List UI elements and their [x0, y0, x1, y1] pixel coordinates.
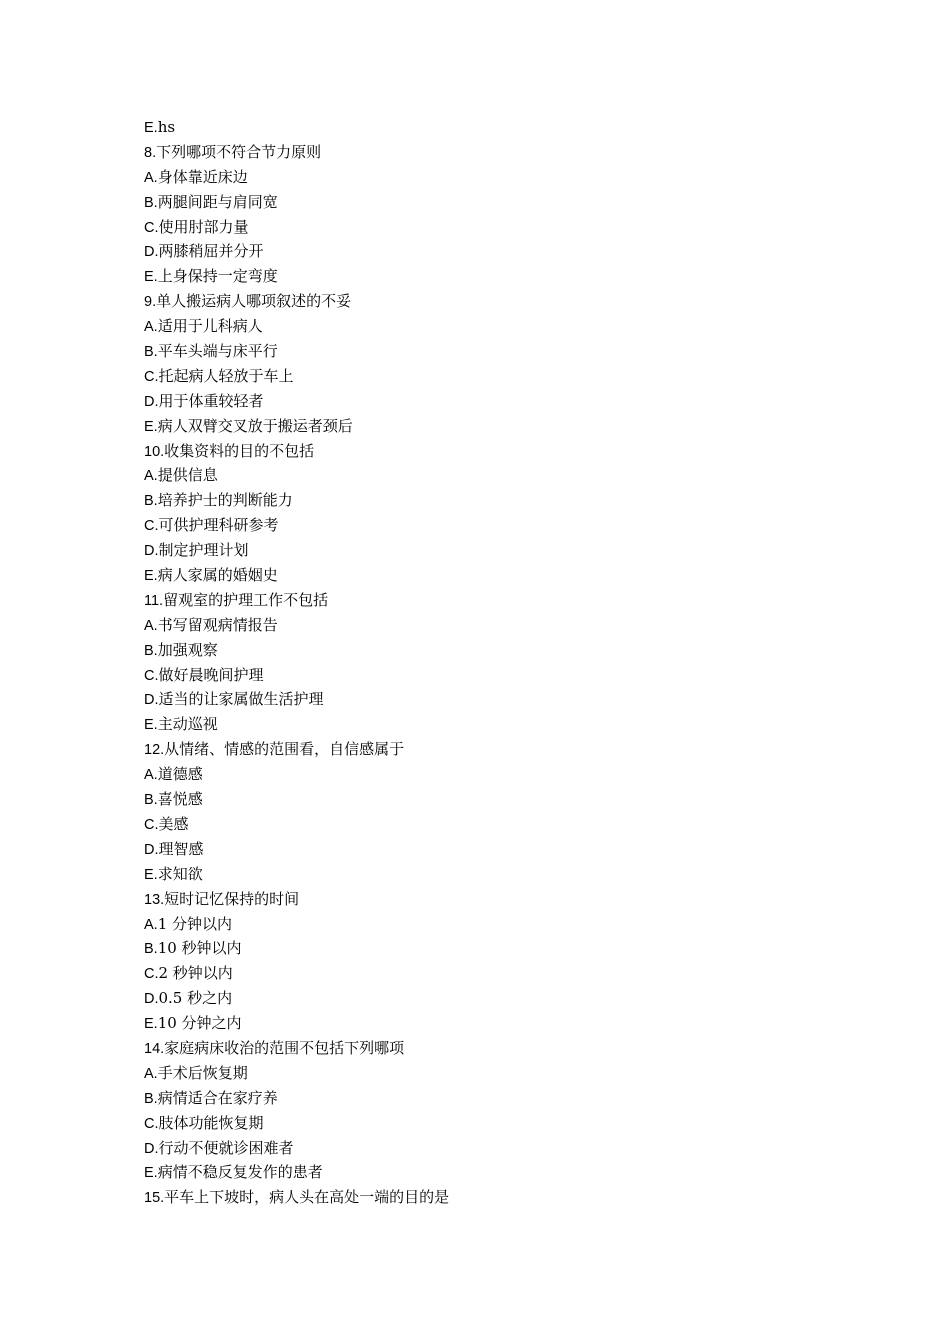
option-line	[144, 414, 824, 439]
option-text: 身体靠近床边	[157, 167, 248, 186]
option-letter: D.	[144, 543, 159, 560]
option-text: 1 分钟以内	[157, 914, 233, 933]
question-line	[144, 887, 824, 912]
option-text: 主动巡视	[157, 715, 218, 734]
option-line	[144, 1011, 824, 1036]
question-text: 单人搬运病人哪项叙述的不妥	[156, 292, 352, 311]
option-letter: A.	[144, 916, 158, 933]
question-line	[144, 737, 824, 762]
option-letter: E.	[144, 717, 158, 734]
question-line	[144, 140, 824, 165]
option-letter: E.	[144, 418, 158, 435]
option-line	[144, 1160, 824, 1185]
option-text: 理智感	[158, 839, 204, 858]
option-text: 手术后恢复期	[157, 1063, 248, 1082]
option-letter: D.	[144, 841, 159, 858]
option-text: 喜悦感	[157, 790, 203, 809]
option-letter: C.	[144, 368, 159, 385]
question-line	[144, 289, 824, 314]
question-text: 短时记忆保持的时间	[164, 889, 300, 908]
question-number: 9.	[144, 294, 157, 311]
option-text: 行动不便就诊困难者	[158, 1138, 294, 1157]
option-letter: C.	[144, 966, 159, 983]
option-letter: B.	[144, 792, 158, 809]
option-text: 病情适合在家疗养	[157, 1088, 278, 1107]
question-number: 15.	[144, 1190, 165, 1207]
option-line	[144, 364, 824, 389]
option-line	[144, 239, 824, 264]
option-letter: C.	[144, 219, 159, 236]
option-letter: C.	[144, 816, 159, 833]
option-letter: C.	[144, 1115, 159, 1132]
option-text: 可供护理科研参考	[158, 516, 279, 535]
option-line	[144, 1136, 824, 1161]
option-text: 两腿间距与肩同宽	[157, 192, 278, 211]
question-number: 12.	[144, 742, 165, 759]
option-line	[144, 538, 824, 563]
option-text: 用于体重较轻者	[158, 391, 264, 410]
option-line	[144, 912, 824, 937]
option-line	[144, 638, 824, 663]
option-text: 托起病人轻放于车上	[158, 366, 294, 385]
option-line	[144, 936, 824, 961]
option-letter: E.	[144, 866, 158, 883]
option-text: 适当的让家属做生活护理	[158, 690, 324, 709]
option-text: 10 分钟之内	[157, 1014, 242, 1033]
option-line	[144, 115, 824, 140]
option-letter: A.	[144, 319, 158, 336]
question-line	[144, 588, 824, 613]
option-text: 病人双臂交叉放于搬运者颈后	[157, 416, 353, 435]
option-line	[144, 687, 824, 712]
option-letter: B.	[144, 344, 158, 361]
option-text: 病情不稳反复发作的患者	[157, 1163, 323, 1182]
question-number: 14.	[144, 1040, 165, 1057]
option-letter: A.	[144, 617, 158, 634]
option-text: 10 秒钟以内	[157, 939, 242, 958]
option-line	[144, 1111, 824, 1136]
option-letter: A.	[144, 169, 158, 186]
option-line	[144, 389, 824, 414]
option-letter: B.	[144, 194, 158, 211]
question-text: 平车上下坡时，病人头在高处一端的目的是	[164, 1188, 450, 1207]
option-line	[144, 862, 824, 887]
option-text: 制定护理计划	[158, 541, 249, 560]
option-letter: A.	[144, 767, 158, 784]
option-letter: E.	[144, 120, 158, 136]
option-letter: B.	[144, 493, 158, 510]
option-letter: D.	[144, 393, 159, 410]
option-line	[144, 190, 824, 215]
option-line	[144, 314, 824, 339]
option-line	[144, 1086, 824, 1111]
option-letter: A.	[144, 468, 158, 485]
option-line	[144, 563, 824, 588]
option-text: 做好晨晚间护理	[158, 665, 264, 684]
option-letter: E.	[144, 568, 158, 585]
option-letter: D.	[144, 244, 159, 261]
question-text: 从情绪、情感的范围看，自信感属于	[164, 740, 405, 759]
option-letter: B.	[144, 642, 158, 659]
option-letter: B.	[144, 1090, 158, 1107]
option-line	[144, 712, 824, 737]
option-letter: C.	[144, 518, 159, 535]
option-letter: E.	[144, 269, 158, 286]
option-text: 求知欲	[157, 864, 203, 883]
question-number: 13.	[144, 891, 165, 908]
option-line	[144, 463, 824, 488]
option-line	[144, 215, 824, 240]
option-text: 提供信息	[157, 466, 218, 485]
question-number: 11.	[144, 592, 164, 609]
option-line	[144, 961, 824, 986]
question-line	[144, 1185, 824, 1210]
option-line	[144, 812, 824, 837]
option-letter: B.	[144, 941, 158, 958]
option-letter: D.	[144, 692, 159, 709]
option-letter: E.	[144, 1165, 158, 1182]
option-line	[144, 837, 824, 862]
option-line	[144, 1061, 824, 1086]
option-letter: C.	[144, 667, 159, 684]
option-line	[144, 165, 824, 190]
option-text: 0.5 秒之内	[158, 989, 233, 1008]
document-body	[144, 115, 824, 1210]
question-text: 下列哪项不符合节力原则	[156, 142, 322, 161]
option-letter: A.	[144, 1065, 158, 1082]
option-letter: E.	[144, 1016, 158, 1033]
option-text: 道德感	[157, 765, 203, 784]
option-letter: D.	[144, 1140, 159, 1157]
option-line	[144, 339, 824, 364]
question-line	[144, 439, 824, 464]
question-text: 家庭病床收治的范围不包括下列哪项	[164, 1038, 405, 1057]
option-line	[144, 663, 824, 688]
option-line	[144, 986, 824, 1011]
question-line	[144, 1036, 824, 1061]
option-text: 培养护士的判断能力	[157, 491, 293, 510]
option-text: 加强观察	[157, 640, 218, 659]
question-text: 留观室的护理工作不包括	[163, 590, 329, 609]
option-text: 适用于儿科病人	[157, 317, 263, 336]
option-text: 2 秒钟以内	[158, 964, 233, 983]
option-text: 两膝稍屈并分开	[158, 242, 264, 261]
option-line	[144, 787, 824, 812]
option-text: 病人家属的婚姻史	[157, 566, 278, 585]
question-text: 收集资料的目的不包括	[164, 441, 315, 460]
option-line	[144, 488, 824, 513]
option-text: 使用肘部力量	[158, 217, 249, 236]
option-line	[144, 613, 824, 638]
option-line	[144, 264, 824, 289]
option-text: 平车头端与床平行	[157, 342, 278, 361]
option-line	[144, 762, 824, 787]
option-text: 肢体功能恢复期	[158, 1113, 264, 1132]
option-text: 书写留观病情报告	[157, 615, 278, 634]
option-text: 上身保持一定弯度	[157, 267, 278, 286]
question-number: 10.	[144, 443, 165, 460]
option-letter: D.	[144, 991, 159, 1008]
option-text: hs	[157, 118, 176, 136]
option-text: 美感	[158, 814, 189, 833]
question-number: 8.	[144, 144, 157, 161]
option-line	[144, 513, 824, 538]
